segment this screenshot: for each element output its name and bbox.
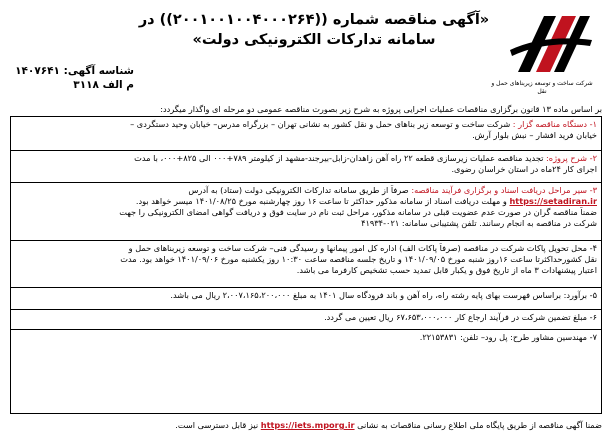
section-3 [11, 182, 601, 243]
section-4-line-2: نقل کشورحداکثرتا ساعت ۱۶روز شنبه مورخ ۱۴۰۱/۰۹/۰۵ و تاریخ جلسه مناقصه ساعت ۱۰:۳۰ روز یکشنبه مورخ ۱۴۰۱/۰۹/۰۶ خواهد بود. مدت [120, 254, 597, 264]
footer-tail: نیز قابل دسترسی است. [175, 420, 259, 430]
setadiran-link[interactable]: https://setadiran.ir [509, 196, 597, 206]
section-4-line-3: اعتبار پیشنهادات ۳ ماه از تاریخ فوق و یکبار قابل تمدید حسب تشخیص کارفرما می باشد. [296, 265, 597, 275]
section-1-text: شرکت ساخت و توسعه زیر بناهای حمل و نقل کشور به نشانی تهران – بزرگراه مدرس– خیابان وحید دستگردی – [130, 119, 513, 129]
notice-ids [14, 64, 134, 92]
company-logo [490, 10, 598, 104]
section-3-line-4: شرکت در مناقصه به انجام رسانند. تلفن پشتیبانی سامانه: ۰۲۱-۴۱۹۳۴ [361, 218, 597, 228]
title-line-1: «آگهی مناقصه شماره ((۲۰۰۱۰۰۱۰۰۴۰۰۰۲۶۴)) در [138, 12, 490, 28]
notice-title [134, 10, 494, 50]
notice-id: شناسه آگهی: ۱۴۰۷۶۴۱ [15, 65, 134, 77]
section-2-label: ۲- شرح پروژه: [546, 153, 597, 163]
title-line-2: سامانه تدارکات الکترونیکی دولت» [192, 32, 436, 48]
section-7-line-1: ۷- مهندسین مشاور طرح: پل رود– تلفن: ۲۲۱۵۳۸۳۱. [419, 332, 597, 342]
section-5-line-1: ۵- برآورد: براساس فهرست بهای پایه رشته راه، راه آهن و باند فرودگاه سال ۱۴۰۱ به مبلغ ۲،۰۰۷،۱۶۵،۲۰۰،۰۰۰ ریال می باشد. [170, 290, 597, 300]
publication-code: م الف ۳۱۱۸ [73, 79, 134, 91]
section-2 [11, 150, 601, 185]
section-1-line-2: خیابان فرید افشار – نبش بلوار آرش. [472, 130, 597, 140]
section-3-line-2: و مهلت دریافت اسناد از سامانه مذکور حداکثر تا ساعت ۱۶ روز چهارشنبه مورخ ۱۴۰۱/۰۸/۲۵ میسر خواهد بود. [135, 196, 510, 206]
section-4-line-1: ۴- محل تحویل پاکات شرکت در مناقصه (صرفاً پاکات الف) اداره کل امور پیمانها و رسیدگی فنی– شرکت ساخت و توسعه زیربناهای حمل و [128, 243, 597, 253]
intro-text: بر اساس ماده ۱۳ قانون برگزاری مناقصات عملیات اجرایی پروژه به شرح زیر بصورت مناقصه عمومی دو مرحله ای واگذار میگردد: [160, 104, 602, 114]
section-1 [11, 117, 601, 152]
logo-emblem-icon [490, 10, 598, 80]
footer-note [10, 420, 602, 431]
notice-sections [10, 116, 602, 414]
section-2-text: تجدید مناقصه عملیات زیرسازی قطعه ۲۲ راه آهن زاهدان-زابل-بیرجند-مشهد از کیلومتر ۷۸۹+۰۰۰ الی ۸۲۵+۰۰۰، با مدت [134, 153, 547, 163]
section-1-label: ۱- دستگاه مناقصه گزار : [512, 119, 597, 129]
section-4 [11, 240, 601, 290]
iets-link[interactable]: https://iets.mporg.ir [260, 420, 355, 430]
section-3-text: صرفاً از طریق سامانه تدارکات الکترونیکی دولت (ستاد) به آدرس [188, 185, 412, 195]
section-7 [11, 329, 601, 413]
footer-text: ضمنا آگهی مناقصه از طریق پایگاه ملی اطلاع رسانی مناقصات به نشانی [357, 420, 602, 430]
section-2-line-2: اجرای کار ۲۴ماه در استان خراسان رضوی. [451, 164, 597, 174]
tender-notice [6, 6, 606, 436]
logo-caption: شرکت ساخت و توسعه زیربناهای حمل و نقل [491, 80, 593, 95]
section-3-line-3: ضمناً مناقصه گران در صورت عدم عضویت قبلی در سامانه مذکور، مراحل ثبت نام در سایت فوق و دریافت گواهی امضای الکترونیکی را جهت [119, 207, 597, 217]
section-6-line-1: ۶- مبلغ تضمین شرکت در فرآیند ارجاع کار ۶۷،۶۵۳،۰۰۰،۰۰۰ ریال تعیین می گردد. [324, 312, 597, 322]
section-3-label: ۳- سیر مراحل دریافت اسناد و برگزاری فرآیند مناقصه: [411, 185, 597, 195]
